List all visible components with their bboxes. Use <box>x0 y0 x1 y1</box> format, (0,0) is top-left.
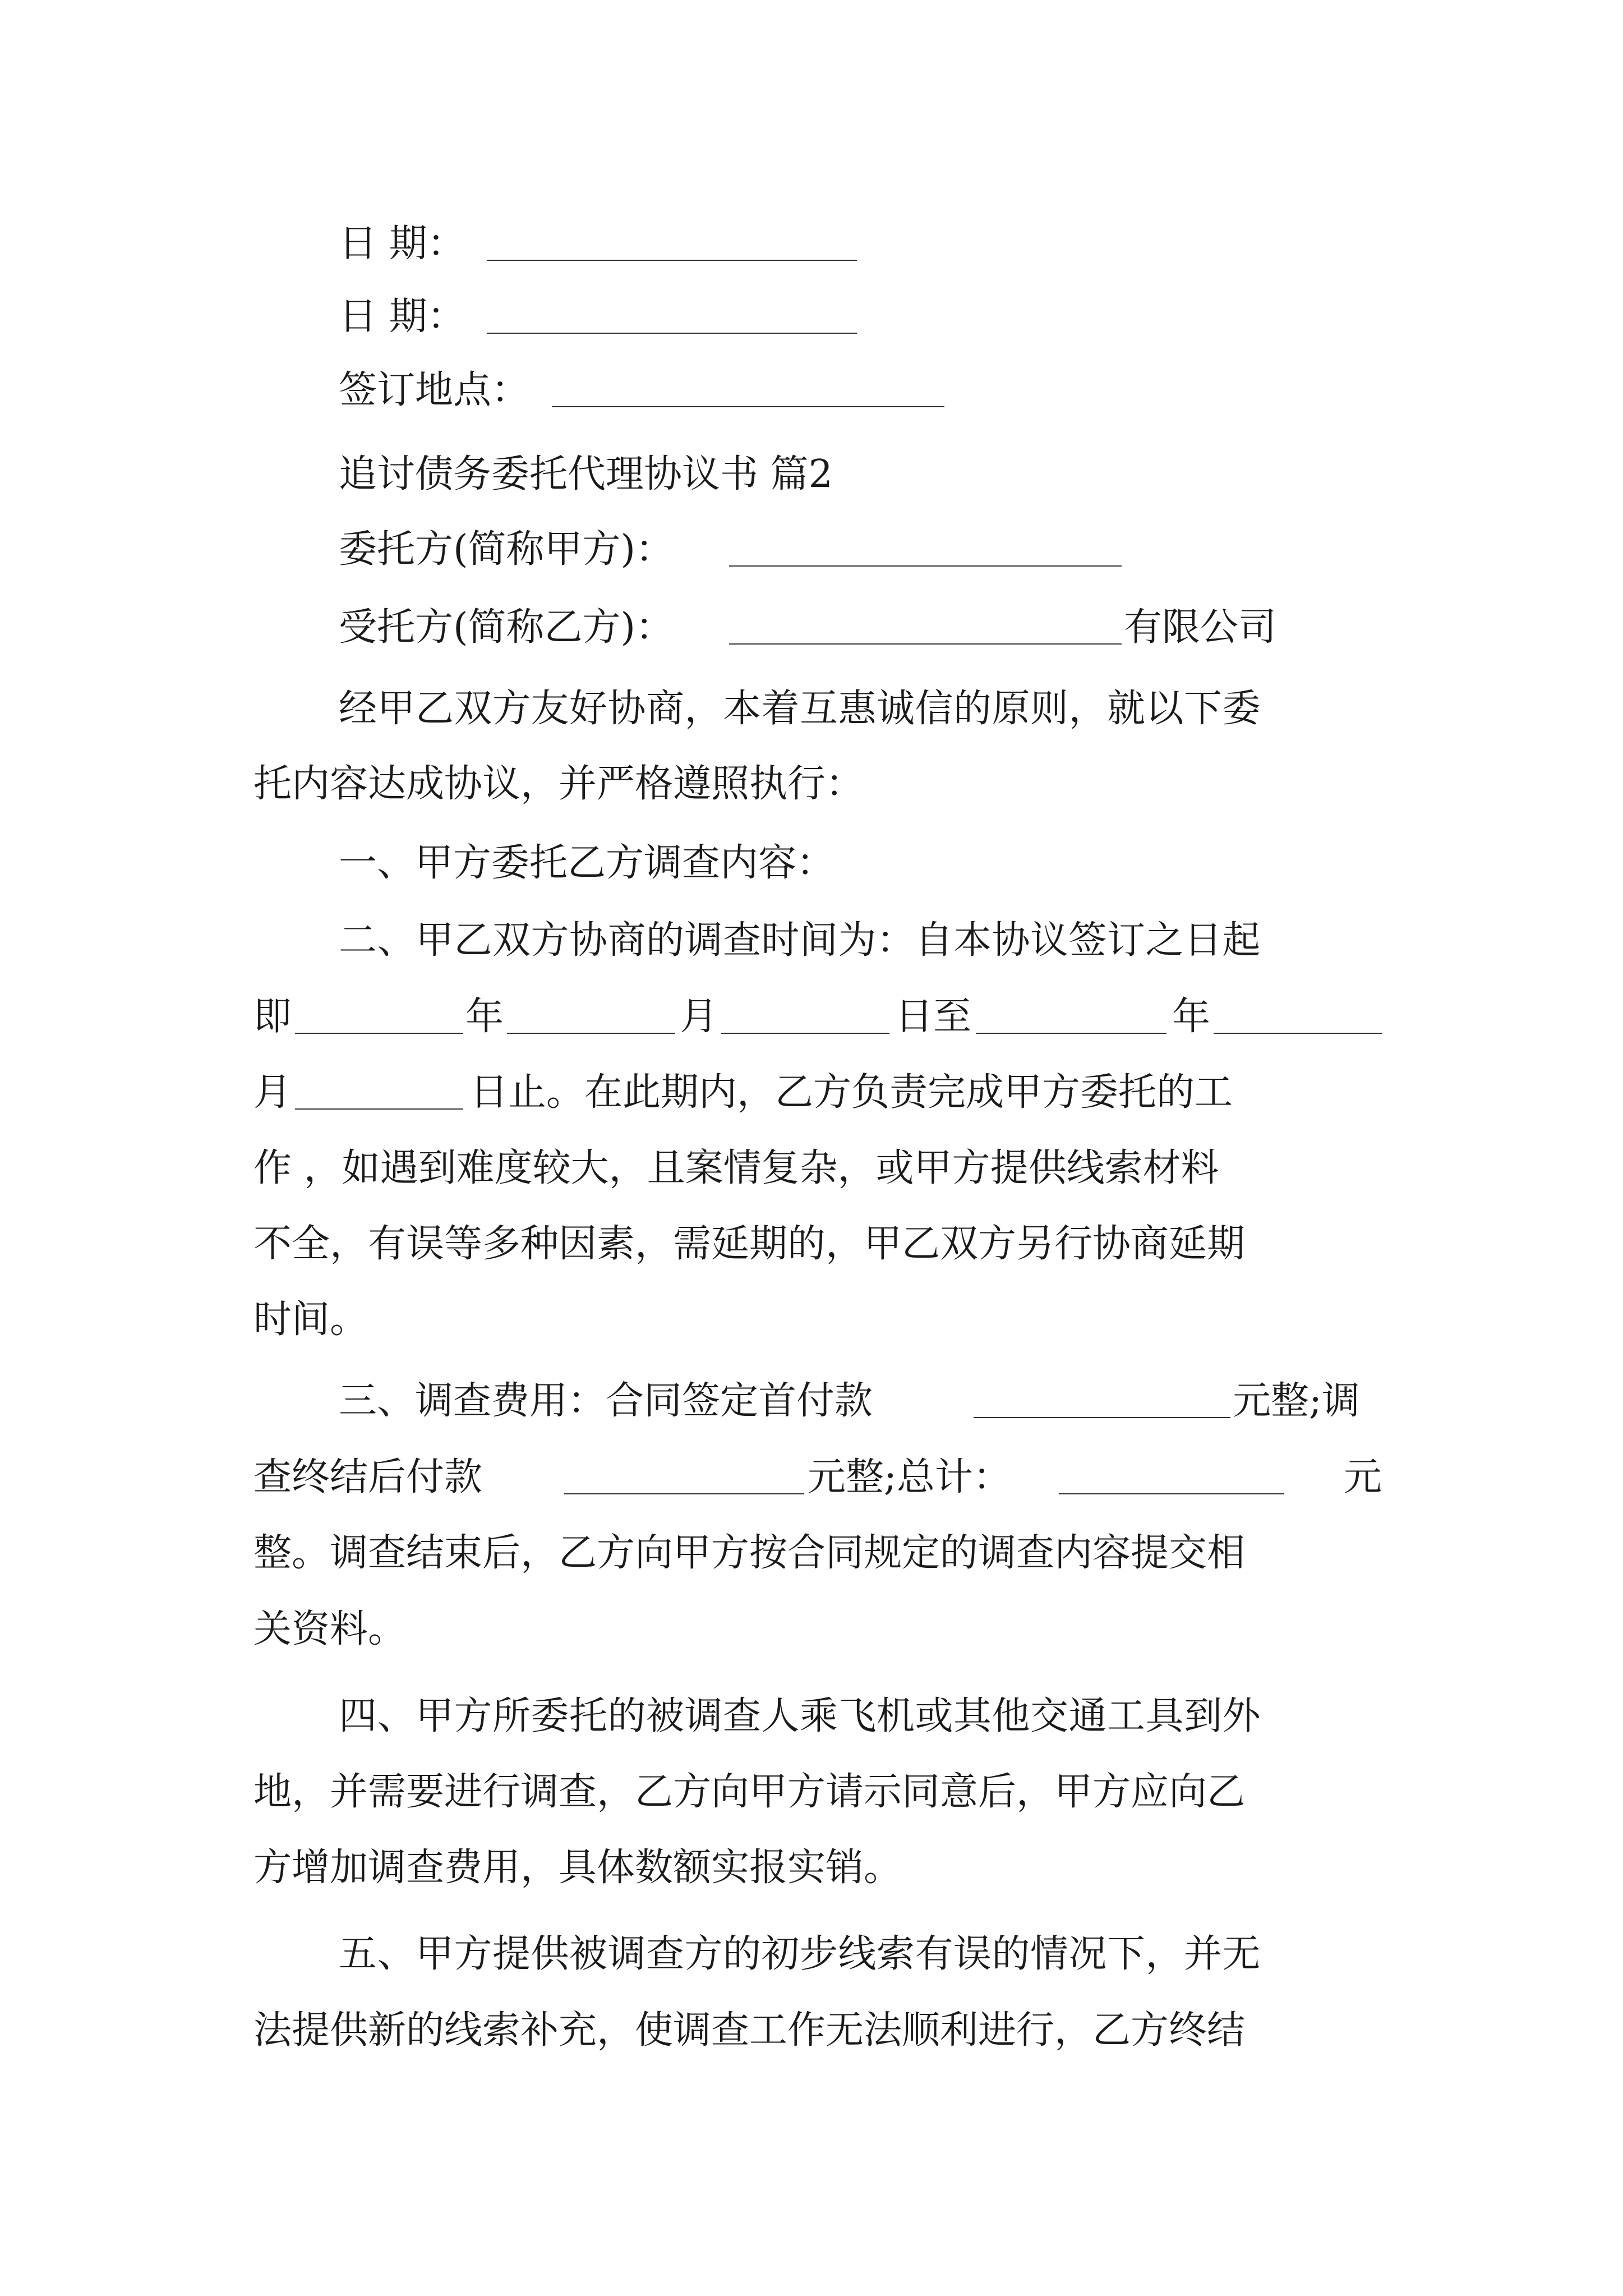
date-blank <box>487 260 857 261</box>
client-line <box>0 518 1623 581</box>
clause-text: 元 <box>1344 1455 1382 1499</box>
clause-text: 不全，有误等多种因素，需延期的，甲乙双方另行协商延期 <box>253 1222 1246 1266</box>
date-word: 月 <box>253 1070 292 1115</box>
clause-4-line <box>0 1837 1623 1899</box>
client-blank <box>729 565 1122 567</box>
paragraph-text: 托内容达成协议，并严格遵照执行： <box>253 762 864 806</box>
down-payment-blank <box>974 1417 1230 1418</box>
clause-text: 作 ，如遇到难度较大，且案情复杂，或甲方提供线索材料 <box>253 1146 1219 1190</box>
clause-4-line <box>0 1685 1623 1748</box>
clause-text: 方增加调查费用，具体数额实报实销。 <box>253 1846 902 1890</box>
paragraph-text: 经甲乙双方友好协商，本着互惠诚信的原则，就以下委 <box>339 687 1261 731</box>
clause-text: 整。调查结束后，乙方向甲方按合同规定的调查内容提交相 <box>253 1531 1246 1575</box>
heading-text: 追讨债务委托代理协议书 篇2 <box>339 452 833 496</box>
clause-text: 时间。 <box>253 1297 368 1342</box>
year-blank <box>295 1033 463 1034</box>
clause-text: 五、甲方提供被调查方的初步线索有误的情况下，并无 <box>339 1932 1261 1976</box>
date-line-1 <box>0 213 1623 275</box>
paragraph-line <box>0 678 1623 740</box>
clause-2-line <box>0 1061 1623 1124</box>
date-blank <box>487 333 857 334</box>
clause-2-line <box>0 1289 1623 1351</box>
clause-2-date-line <box>0 986 1623 1048</box>
clause-text: 元整;调 <box>1233 1379 1360 1423</box>
day-blank <box>295 1108 463 1110</box>
clause-5-line <box>0 1999 1623 2062</box>
clause-text: 法提供新的线索补充，使调查工作无法顺利进行，乙方终结 <box>253 2008 1246 2053</box>
year-blank <box>976 1033 1166 1034</box>
month-blank <box>1214 1033 1382 1034</box>
clause-text: 二、甲乙双方协商的调查时间为：自本协议签订之日起 <box>339 918 1261 963</box>
day-blank <box>721 1033 889 1034</box>
clause-text: 一、甲方委托乙方调查内容： <box>339 841 835 885</box>
section-heading <box>0 443 1623 506</box>
paragraph-line <box>0 753 1623 816</box>
clause-text: 查终结后付款 <box>253 1455 483 1499</box>
clause-text: 元整;总计： <box>808 1455 1011 1499</box>
date-word: 年 <box>1172 995 1211 1039</box>
month-blank <box>507 1033 675 1034</box>
signing-place-label: 签订地点： <box>339 368 530 412</box>
signing-place-line <box>0 359 1623 422</box>
clause-1 <box>0 832 1623 895</box>
agent-line <box>0 596 1623 659</box>
agent-suffix: 有限公司 <box>1124 605 1277 650</box>
agent-label: 受托方(简称乙方)： <box>339 605 674 650</box>
clause-2-line <box>0 909 1623 972</box>
clause-text: 关资料。 <box>253 1607 407 1651</box>
clause-text: 四、甲方所委托的被调查人乘飞机或其他交通工具到外 <box>339 1694 1261 1738</box>
client-label: 委托方(简称甲方)： <box>339 527 674 572</box>
clause-text: 日止。在此期内，乙方负责完成甲方委托的工 <box>470 1070 1233 1115</box>
date-word: 日至 <box>895 995 972 1039</box>
date-word: 即 <box>253 995 292 1039</box>
clause-3-line <box>0 1370 1623 1433</box>
final-payment-blank <box>564 1493 804 1494</box>
clause-5-line <box>0 1923 1623 1986</box>
date-label: 日 期： <box>339 222 465 266</box>
agent-blank <box>729 643 1122 645</box>
date-label: 日 期： <box>339 295 465 339</box>
date-line-2 <box>0 286 1623 348</box>
clause-4-line <box>0 1761 1623 1824</box>
clause-2-line <box>0 1213 1623 1276</box>
clause-text: 三、调查费用：合同签定首付款 <box>339 1379 873 1423</box>
clause-3-line <box>0 1598 1623 1661</box>
clause-3-line <box>0 1522 1623 1585</box>
date-word: 月 <box>680 995 718 1039</box>
clause-2-line <box>0 1137 1623 1200</box>
signing-place-blank <box>552 406 944 407</box>
clause-text: 地，并需要进行调查，乙方向甲方请示同意后，甲方应向乙 <box>253 1770 1246 1814</box>
clause-3-line <box>0 1446 1623 1509</box>
date-word: 年 <box>465 995 504 1039</box>
total-blank <box>1059 1493 1284 1494</box>
